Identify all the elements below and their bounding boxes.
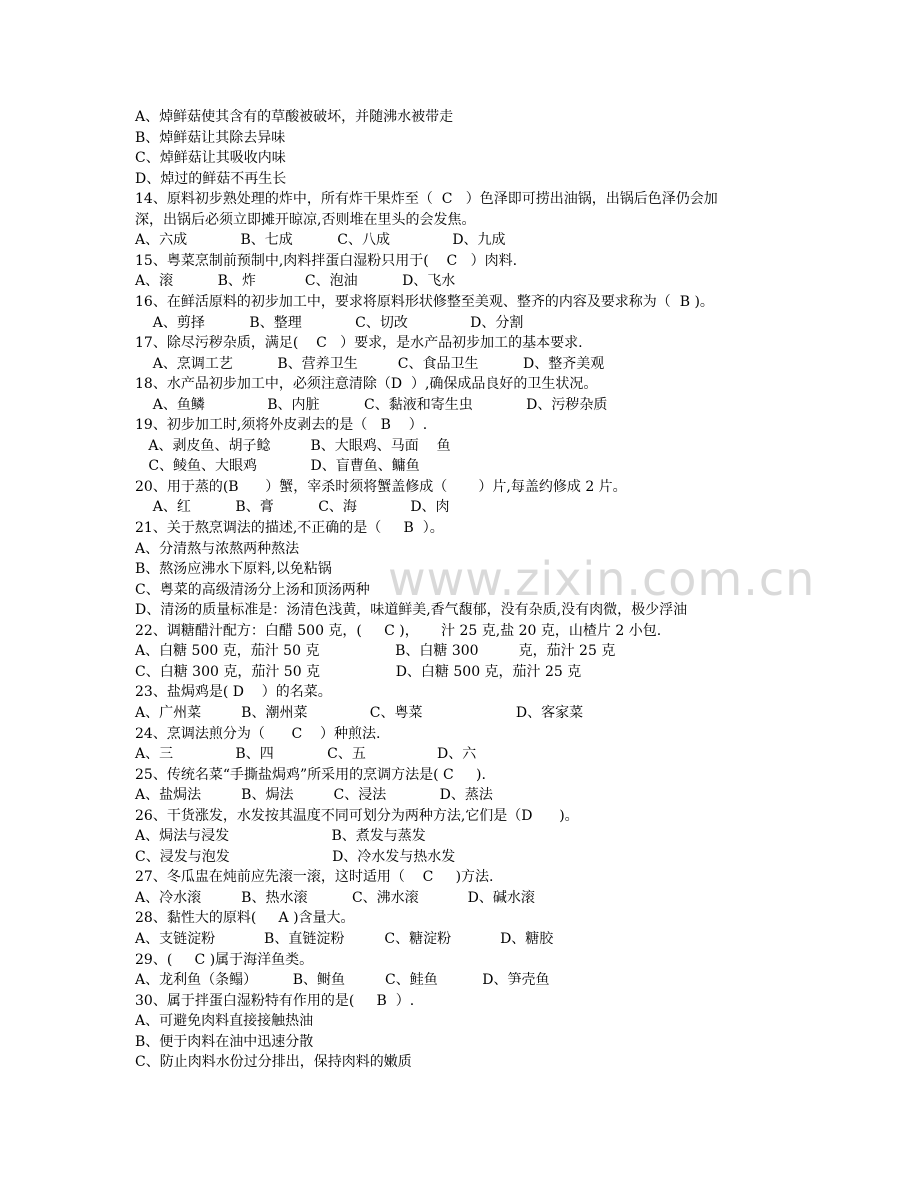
text-line: A、鱼鳞 B、内脏 C、黏液和寄生虫 D、污秽杂质 <box>135 396 608 413</box>
text-line: 21、关于熬烹调法的描述,不正确的是（ B ）。 <box>135 520 444 536</box>
text-line: A、焗法与浸发 B、煮发与蒸发 <box>135 828 426 845</box>
text-line: A、可避免肉料直接接触热油 <box>135 1013 314 1030</box>
text-line: A、焯鲜菇使其含有的草酸被破坏，并随沸水被带走 <box>135 109 454 125</box>
text-line: 16、在鲜活原料的初步加工中，要求将原料形状修整至美观、整齐的内容及要求称为（ B )。 <box>135 293 714 310</box>
text-line: 20、用于蒸的(B ）蟹，宰杀时须将蟹盖修成（ ）片,每盖约修成 2 片。 <box>135 478 627 495</box>
text-line: A、三 B、四 C、五 D、六 <box>135 746 477 763</box>
text-line: A、盐焗法 B、焗法 C、浸法 D、蒸法 <box>135 787 493 804</box>
text-line: A、龙利鱼（条鳎） B、鲥鱼 C、鲑鱼 D、笋壳鱼 <box>135 972 550 989</box>
text-line: 26、干货涨发，水发按其温度不同可划分为两种方法,它们是（D )。 <box>135 807 579 824</box>
text-line: A、红 B、膏 C、海 D、肉 <box>135 499 450 516</box>
watermark: www.zixin.com.cn <box>388 552 816 606</box>
text-line: C、防止肉料水份过分排出，保持肉料的嫩质 <box>135 1054 412 1071</box>
text-line: D、焯过的鲜菇不再生长 <box>135 170 287 187</box>
text-line: 23、盐焗鸡是( D ）的名菜。 <box>135 684 332 701</box>
text-line: A、剥皮鱼、胡子鲶 B、大眼鸡、马面 鱼 <box>135 437 451 454</box>
text-line: 27、冬瓜盅在炖前应先滚一滚，这时适用（ C )方法. <box>135 869 494 886</box>
text-line: C、焯鲜菇让其吸收内味 <box>135 150 286 167</box>
text-line: 19、初步加工时,须将外皮剥去的是（ B ）. <box>135 417 428 434</box>
text-line: 22、调糖醋汁配方：白醋 500 克，( C )， 汁 25 克,盐 20 克，山楂片 2 小包. <box>135 622 662 639</box>
text-line: A、烹调工艺 B、营养卫生 C、食品卫生 D、整齐美观 <box>135 355 605 372</box>
text-line: A、剪择 B、整理 C、切改 D、分割 <box>135 314 524 331</box>
text-line: 25、传统名菜“手撕盐焗鸡”所采用的烹调方法是( C ). <box>135 766 486 783</box>
text-line: A、分清熬与浓熬两种熬法 <box>135 540 300 557</box>
text-line: A、广州菜 B、潮州菜 C、粤菜 D、客家菜 <box>135 704 584 721</box>
text-line: B、便于肉料在油中迅速分散 <box>135 1033 314 1050</box>
text-line: 15、粤菜烹制前预制中,肉料拌蛋白湿粉只用于( C ）肉料. <box>135 252 518 269</box>
text-line: 深，出锅后必须立即摊开晾凉,否则堆在里头的会发焦。 <box>135 211 476 228</box>
text-line: D、清汤的质量标准是：汤清色浅黄，味道鲜美,香气馥郁，没有杂质,没有肉微，极少浮油 <box>135 602 688 619</box>
text-line: 18、水产品初步加工中，必须注意清除（D ）,确保成品良好的卫生状况。 <box>135 376 598 393</box>
text-line: B、焯鲜菇让其除去异味 <box>135 129 286 146</box>
text-line: 28、黏性大的原料( A )含量大。 <box>135 910 355 927</box>
text-line: B、熬汤应沸水下原料,以免粘锅 <box>135 561 332 578</box>
text-line: 29、( C )属于海洋鱼类。 <box>135 951 314 968</box>
text-line: C、白糖 300 克，茄汁 50 克 D、白糖 500 克，茄汁 25 克 <box>135 663 582 680</box>
text-line: A、六成 B、七成 C、八成 D、九成 <box>135 232 506 249</box>
text-line: 24、烹调法煎分为（ C ）种煎法. <box>135 725 381 742</box>
text-line: C、鲮鱼、大眼鸡 D、盲曹鱼、鳙鱼 <box>135 458 420 475</box>
text-line: 30、属于拌蛋白湿粉特有作用的是( B ）. <box>135 992 415 1009</box>
text-line: A、滚 B、炸 C、泡油 D、飞水 <box>135 273 456 290</box>
text-line: A、冷水滚 B、热水滚 C、沸水滚 D、碱水滚 <box>135 889 535 906</box>
text-line: 17、除尽污秽杂质，满足( C ）要求，是水产品初步加工的基本要求. <box>135 335 583 352</box>
text-line: 14、原料初步熟处理的炸中，所有炸干果炸至（ C ）色泽即可捞出油锅，出锅后色泽仍会加 <box>135 191 718 208</box>
text-line: A、白糖 500 克，茄汁 50 克 B、白糖 300 克，茄汁 25 克 <box>135 643 616 660</box>
text-line: A、支链淀粉 B、直链淀粉 C、糖淀粉 D、糖胶 <box>135 931 554 947</box>
text-line: C、粤菜的高级清汤分上汤和顶汤两种 <box>135 581 370 598</box>
text-line: C、浸发与泡发 D、冷水发与热水发 <box>135 848 456 865</box>
